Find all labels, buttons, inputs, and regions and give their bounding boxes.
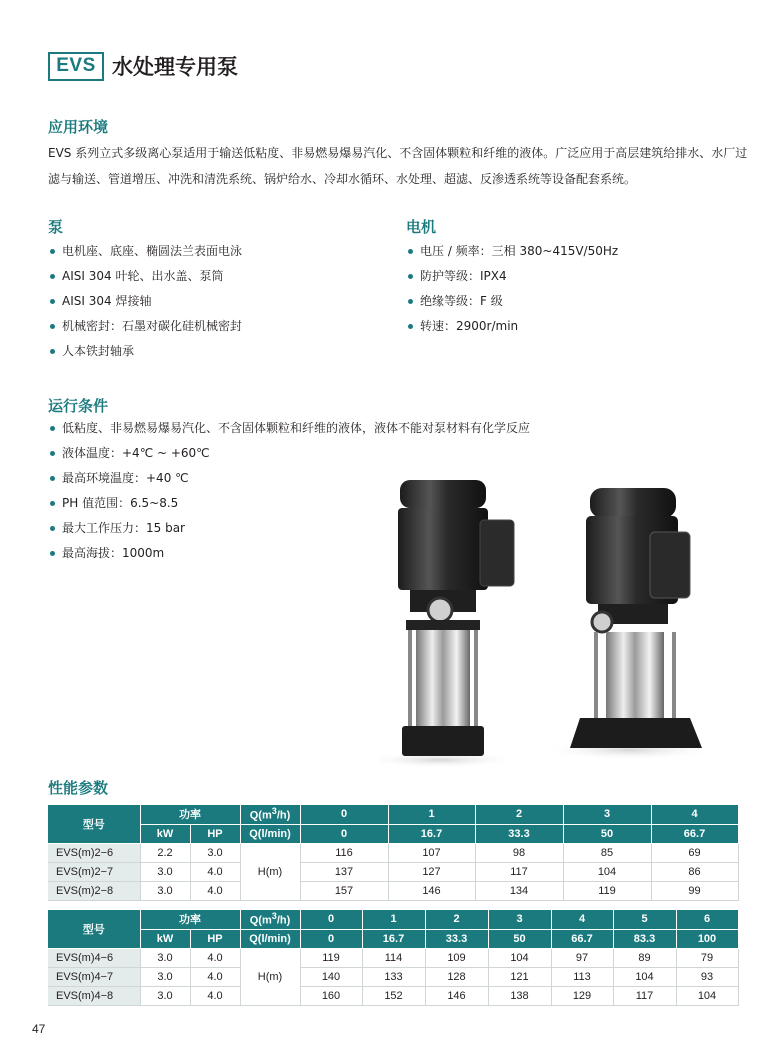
hp-cell: 4.0	[190, 967, 240, 986]
head-value-cell: 146	[388, 881, 475, 900]
q-m3h-value: 2	[425, 910, 488, 929]
q-lmin-value: 50	[488, 929, 551, 948]
table-row	[48, 967, 738, 986]
kw-header: kW	[140, 929, 190, 948]
list-item: 电压 / 频率：三相 380~415V/50Hz	[408, 239, 618, 264]
q-m3h-value: 2	[475, 805, 563, 824]
table-row	[48, 862, 738, 881]
hp-cell: 4.0	[190, 986, 240, 1005]
list-item: 最高环境温度：+40 ℃	[50, 466, 530, 491]
performance-table-2	[48, 910, 739, 1006]
list-item: 人本铁封轴承	[50, 339, 242, 364]
head-value-cell: 117	[475, 862, 563, 881]
list-item: 低粘度、非易燃易爆易汽化、不含固体颗粒和纤维的液体，液体不能对泵材料有化学反应	[50, 416, 530, 441]
q-m3h-value: 0	[300, 910, 362, 929]
kw-cell: 3.0	[140, 881, 190, 900]
pump-section-title: 泵	[48, 218, 64, 236]
head-value-cell: 114	[362, 948, 425, 967]
q-lmin-value: 16.7	[362, 929, 425, 948]
head-value-cell: 93	[676, 967, 738, 986]
head-unit-cell: H(m)	[240, 843, 300, 900]
head-value-cell: 86	[651, 862, 738, 881]
table-row	[48, 948, 738, 967]
head-value-cell: 129	[551, 986, 613, 1005]
model-header: 型号	[48, 910, 140, 948]
evs-badge: EVS	[48, 52, 104, 81]
kw-cell: 2.2	[140, 843, 190, 862]
head-value-cell: 133	[362, 967, 425, 986]
power-header: 功率	[140, 910, 240, 929]
head-value-cell: 134	[475, 881, 563, 900]
q-lmin-value: 100	[676, 929, 738, 948]
kw-header: kW	[140, 824, 190, 843]
head-value-cell: 98	[475, 843, 563, 862]
list-item: 机械密封：石墨对碳化硅机械密封	[50, 314, 242, 339]
q-lmin-value: 0	[300, 929, 362, 948]
head-value-cell: 152	[362, 986, 425, 1005]
model-cell: EVS(m)4−7	[48, 967, 140, 986]
performance-section-title: 性能参数	[48, 779, 109, 797]
env-paragraph: EVS 系列立式多级离心泵适用于输送低粘度、非易燃易爆易汽化、不含固体颗粒和纤维的液体。广泛应用于高层建筑给排水、水厂过滤与输送、管道增压、冲洗和清洗系统、锅炉给水、冷却水循环、水处理、超滤、反渗透系统等设备配套系统。	[48, 146, 748, 186]
list-item: 防护等级：IPX4	[408, 264, 618, 289]
q-m3h-value: 4	[651, 805, 738, 824]
q-m3h-value: 1	[388, 805, 475, 824]
list-item: AISI 304 叶轮、出水盖、泵筒	[50, 264, 242, 289]
model-cell: EVS(m)2−6	[48, 843, 140, 862]
head-value-cell: 160	[300, 986, 362, 1005]
q-m3h-value: 6	[676, 910, 738, 929]
hp-header: HP	[190, 929, 240, 948]
performance-table-1	[48, 805, 739, 901]
table-row	[48, 986, 738, 1005]
q-m3h-header: $Q(m^3/h)$	[240, 910, 300, 929]
head-value-cell: 146	[425, 986, 488, 1005]
head-value-cell: 79	[676, 948, 738, 967]
head-value-cell: 104	[563, 862, 651, 881]
head-value-cell: 128	[425, 967, 488, 986]
list-item: 转速：2900r/min	[408, 314, 618, 339]
head-value-cell: 89	[613, 948, 676, 967]
head-value-cell: 97	[551, 948, 613, 967]
head-value-cell: 116	[300, 843, 388, 862]
model-cell: EVS(m)4−6	[48, 948, 140, 967]
q-m3h-value: 3	[563, 805, 651, 824]
env-section-title: 应用环境	[48, 118, 109, 136]
conditions-section-title: 运行条件	[48, 397, 109, 415]
list-item: 绝缘等级：F 级	[408, 289, 618, 314]
q-lmin-value: 50	[563, 824, 651, 843]
list-item: AISI 304 焊接轴	[50, 289, 242, 314]
q-lmin-header: Q(l/min)	[240, 824, 300, 843]
hp-cell: 4.0	[190, 881, 240, 900]
q-lmin-value: 33.3	[475, 824, 563, 843]
pump-feature-list	[50, 239, 242, 364]
head-value-cell: 121	[488, 967, 551, 986]
list-item: 最大工作压力：15 bar	[50, 516, 530, 541]
list-item: PH 值范围：6.5~8.5	[50, 491, 530, 516]
hp-cell: 4.0	[190, 862, 240, 881]
head-value-cell: 109	[425, 948, 488, 967]
q-lmin-value: 66.7	[651, 824, 738, 843]
page-title: 水处理专用泵	[112, 55, 238, 79]
pump-front-view	[380, 480, 520, 768]
q-lmin-header: Q(l/min)	[240, 929, 300, 948]
head-value-cell: 104	[488, 948, 551, 967]
list-item: 电机座、底座、椭圆法兰表面电泳	[50, 239, 242, 264]
q-lmin-value: 0	[300, 824, 388, 843]
q-m3h-value: 3	[488, 910, 551, 929]
q-m3h-value: 5	[613, 910, 676, 929]
head-unit-cell: H(m)	[240, 948, 300, 1005]
head-value-cell: 117	[613, 986, 676, 1005]
head-value-cell: 113	[551, 967, 613, 986]
hp-header: HP	[190, 824, 240, 843]
q-lmin-value: 83.3	[613, 929, 676, 948]
model-cell: EVS(m)4−8	[48, 986, 140, 1005]
motor-feature-list	[408, 239, 618, 339]
head-value-cell: 104	[613, 967, 676, 986]
table-row	[48, 843, 738, 862]
head-value-cell: 85	[563, 843, 651, 862]
head-value-cell: 138	[488, 986, 551, 1005]
kw-cell: 3.0	[140, 986, 190, 1005]
list-item: 液体温度：+4℃ ~ +60℃	[50, 441, 530, 466]
pump-product-image	[380, 470, 710, 770]
q-m3h-value: 1	[362, 910, 425, 929]
q-lmin-value: 33.3	[425, 929, 488, 948]
motor-section-title: 电机	[406, 218, 437, 236]
model-cell: EVS(m)2−8	[48, 881, 140, 900]
head-value-cell: 99	[651, 881, 738, 900]
head-value-cell: 107	[388, 843, 475, 862]
q-lmin-value: 16.7	[388, 824, 475, 843]
kw-cell: 3.0	[140, 967, 190, 986]
page-header	[48, 51, 238, 81]
q-m3h-header: $Q(m^3/h)$	[240, 805, 300, 824]
head-value-cell: 157	[300, 881, 388, 900]
model-cell: EVS(m)2−7	[48, 862, 140, 881]
head-value-cell: 140	[300, 967, 362, 986]
table-row	[48, 881, 738, 900]
kw-cell: 3.0	[140, 948, 190, 967]
power-header: 功率	[140, 805, 240, 824]
head-value-cell: 127	[388, 862, 475, 881]
head-value-cell: 119	[563, 881, 651, 900]
model-header: 型号	[48, 805, 140, 843]
q-lmin-value: 66.7	[551, 929, 613, 948]
hp-cell: 4.0	[190, 948, 240, 967]
head-value-cell: 137	[300, 862, 388, 881]
kw-cell: 3.0	[140, 862, 190, 881]
head-value-cell: 104	[676, 986, 738, 1005]
pump-angled-view	[540, 488, 710, 760]
list-item: 最高海拔：1000m	[50, 541, 530, 566]
q-m3h-value: 0	[300, 805, 388, 824]
q-m3h-value: 4	[551, 910, 613, 929]
head-value-cell: 119	[300, 948, 362, 967]
head-value-cell: 69	[651, 843, 738, 862]
hp-cell: 3.0	[190, 843, 240, 862]
page-number: 47	[32, 1022, 46, 1036]
